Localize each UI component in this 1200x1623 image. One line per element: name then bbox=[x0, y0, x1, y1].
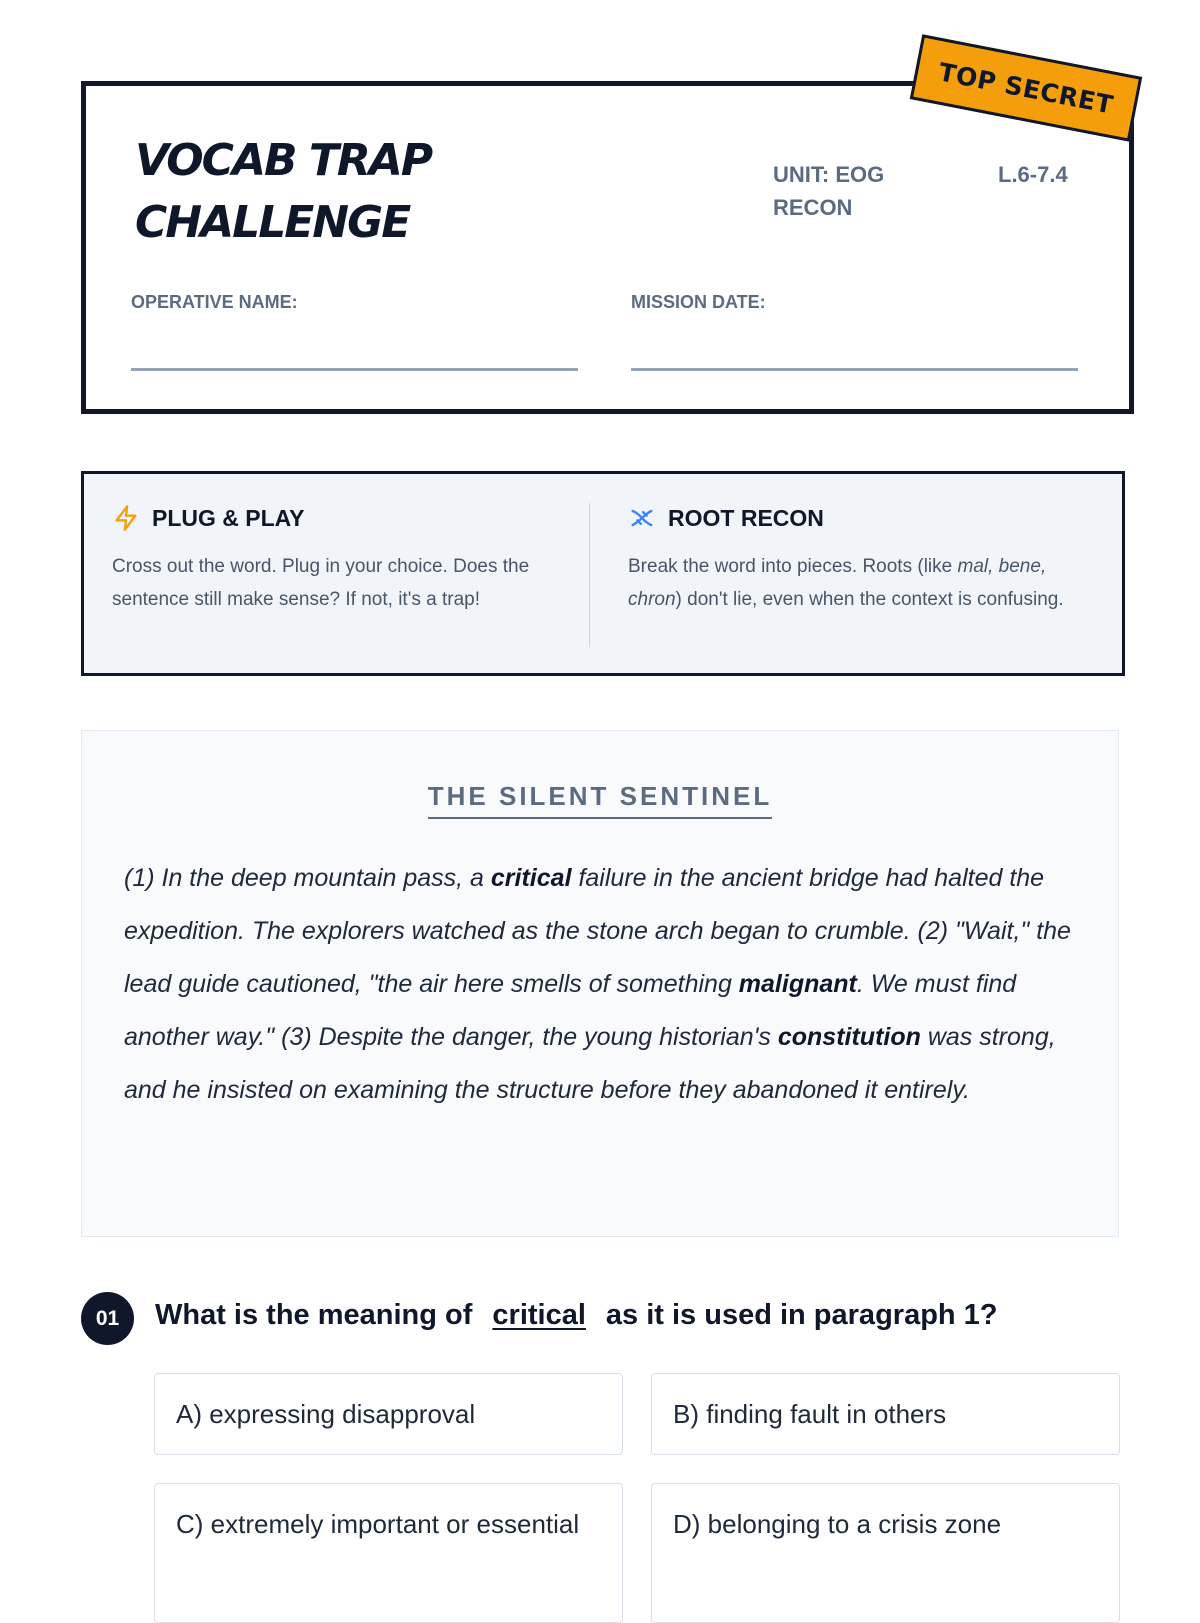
plug-and-play-title: PLUG & PLAY bbox=[152, 504, 305, 531]
question-text-after: as it is used in paragraph 1? bbox=[605, 1299, 998, 1331]
mission-date-field[interactable] bbox=[631, 368, 1078, 371]
passage-segment: failure in the ancient bridge had halted the expedition. The explorers watched as the stone arch began to crumble. (2) "Wait," the lead guide cautioned, "the air here smells of something bbox=[124, 864, 1071, 998]
answer-option-a[interactable]: A) expressing disapproval bbox=[154, 1373, 623, 1455]
operative-name-field[interactable] bbox=[131, 368, 578, 371]
passage-segment: . We must find another way." (3) Despite the danger, the young historian's bbox=[124, 970, 1017, 1051]
question-text-before: What is the meaning of bbox=[155, 1299, 473, 1331]
dna-icon bbox=[628, 504, 656, 532]
root-examples: mal, bene, chron bbox=[628, 556, 1047, 610]
unit-label: UNIT: EOG RECON bbox=[773, 162, 885, 220]
passage-title bbox=[82, 781, 1118, 812]
vocab-word-critical: critical bbox=[490, 864, 572, 892]
answer-option-d[interactable]: D) belonging to a crisis zone bbox=[651, 1483, 1120, 1623]
vocab-word-constitution: constitution bbox=[777, 1023, 921, 1051]
answer-option-b[interactable]: B) finding fault in others bbox=[651, 1373, 1120, 1455]
strategy-panel bbox=[81, 471, 1125, 676]
root-recon-description bbox=[628, 550, 1088, 616]
standard-code: L.6-7.4 bbox=[998, 162, 1068, 187]
answer-option-c[interactable]: C) extremely important or essential bbox=[154, 1483, 623, 1623]
root-recon-desc-before: Break the word into pieces. Roots (like bbox=[628, 556, 958, 577]
strategy-divider bbox=[589, 503, 590, 647]
passage-segment: (1) In the deep mountain pass, a bbox=[124, 864, 491, 892]
operative-name-label: OPERATIVE NAME: bbox=[131, 292, 298, 312]
plug-and-play-strategy bbox=[112, 498, 562, 616]
root-recon-desc-after: ) don't lie, even when the context is confusing. bbox=[675, 589, 1064, 610]
reading-passage bbox=[81, 730, 1119, 1237]
plug-and-play-description: Cross out the word. Plug in your choice. Does the sentence still make sense? If not, it's a trap! bbox=[112, 556, 530, 610]
top-secret-stamp: TOP SECRET bbox=[910, 34, 1142, 142]
passage-segment: was strong, and he insisted on examining the structure before they abandoned it entirely. bbox=[124, 1023, 1056, 1104]
title-line-2: CHALLENGE bbox=[135, 197, 410, 248]
mission-date-label: MISSION DATE: bbox=[631, 292, 766, 312]
vocab-word-malignant: malignant bbox=[738, 970, 857, 998]
passage-title-text: THE SILENT SENTINEL bbox=[428, 781, 772, 819]
lightning-bolt-icon bbox=[112, 504, 140, 532]
question-number-badge: 01 bbox=[81, 1292, 134, 1345]
passage-body bbox=[124, 852, 1079, 1117]
question-prompt bbox=[155, 1299, 998, 1332]
worksheet-title bbox=[135, 130, 535, 254]
worksheet-header bbox=[81, 81, 1134, 414]
question-target-word: critical bbox=[492, 1299, 586, 1331]
root-recon-title: ROOT RECON bbox=[668, 504, 824, 531]
root-recon-strategy bbox=[628, 498, 1088, 616]
title-line-1: VOCAB TRAP bbox=[135, 135, 432, 186]
